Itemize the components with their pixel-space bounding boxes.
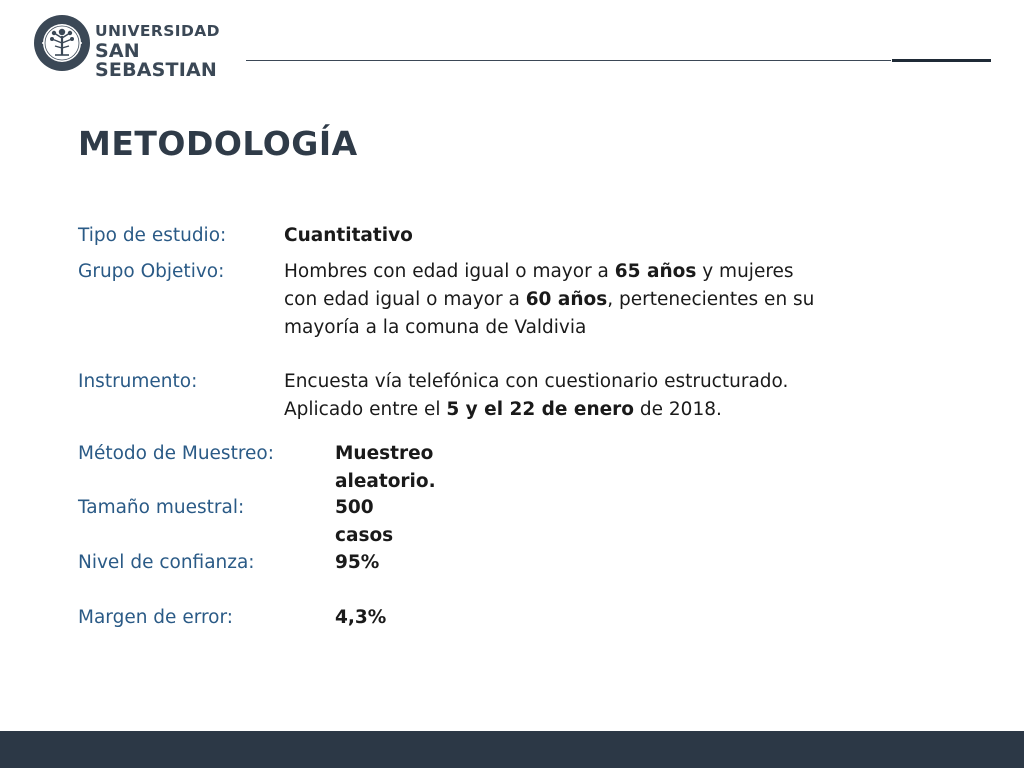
nivel-confianza-label: Nivel de confianza: xyxy=(78,552,255,573)
grupo-objetivo-label: Grupo Objetivo: xyxy=(78,261,225,282)
grupo-objetivo-line-2: con edad igual o mayor a 60 años, pertenecientes en su xyxy=(284,289,815,310)
instrumento-line-1: Encuesta vía telefónica con cuestionario estructurado. xyxy=(284,371,789,392)
metodo-muestreo-label: Método de Muestreo: xyxy=(78,443,274,464)
instrumento-line-2: Aplicado entre el 5 y el 22 de enero de 2018. xyxy=(284,399,722,420)
header-divider xyxy=(246,60,891,61)
margen-error-label: Margen de error: xyxy=(78,607,234,628)
metodo-muestreo-value: Muestreo aleatorio. xyxy=(335,443,436,492)
logo-line-universidad: UNIVERSIDAD xyxy=(95,22,220,40)
university-seal-icon xyxy=(33,14,91,72)
margen-error-value: 4,3% xyxy=(335,607,387,628)
header-divider-accent xyxy=(892,59,991,62)
grupo-objetivo-line-1: Hombres con edad igual o mayor a 65 años y mujeres xyxy=(284,261,794,282)
grupo-objetivo-value xyxy=(284,258,944,342)
tamano-muestral-value: 500 casos xyxy=(335,497,394,546)
tamano-muestral-label: Tamaño muestral: xyxy=(78,497,245,518)
instrumento-value xyxy=(284,368,944,424)
grupo-objetivo-line-3: mayoría a la comuna de Valdivia xyxy=(284,317,587,338)
tipo-estudio-value: Cuantitativo xyxy=(284,225,413,246)
instrumento-label: Instrumento: xyxy=(78,371,198,392)
footer-bar xyxy=(0,731,1024,768)
nivel-confianza-value: 95% xyxy=(335,552,380,573)
slide-title: METODOLOGÍA xyxy=(78,124,358,163)
university-name xyxy=(95,24,243,80)
tipo-estudio-label: Tipo de estudio: xyxy=(78,225,227,246)
logo-line-san-sebastian: SAN SEBASTIAN xyxy=(95,39,217,81)
university-logo xyxy=(33,14,243,81)
